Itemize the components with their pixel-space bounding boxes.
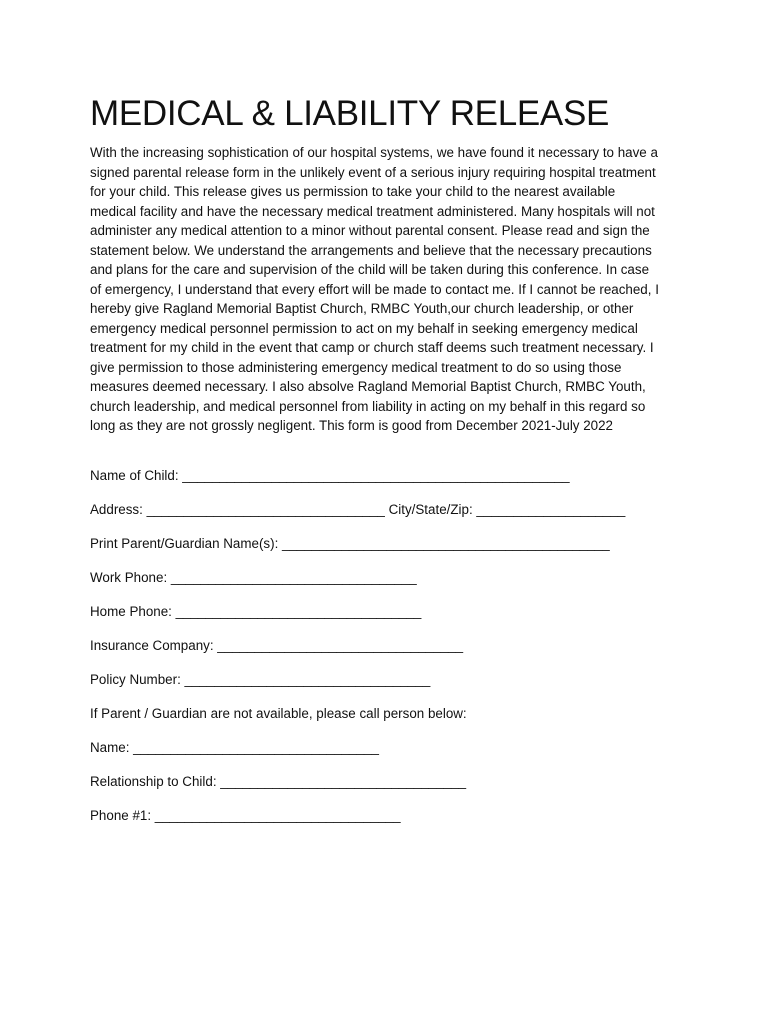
paragraph-line: of emergency, I understand that every effort will be made to contact me. If I cannot be reached, I <box>90 281 659 297</box>
phone-1-field[interactable]: Phone #1: _________________________________ <box>90 808 401 823</box>
paragraph-line: statement below. We understand the arrangements and believe that the necessary precautions <box>90 242 652 258</box>
policy-number-field[interactable]: Policy Number: _________________________________ <box>90 672 431 687</box>
parent-name-field[interactable]: Print Parent/Guardian Name(s): ____________________________________________ <box>90 536 610 551</box>
alt-contact-name-field[interactable]: Name: _________________________________ <box>90 740 379 755</box>
paragraph-line: and plans for the care and supervision of the child will be taken during this conference. In case <box>90 262 650 277</box>
paragraph-line: for your child. This release gives us permission to take your child to the nearest available <box>90 184 616 199</box>
paragraph-line: administer any medical attention to a minor without parental consent. Please read and sign the <box>90 223 650 238</box>
release-paragraph <box>90 143 690 436</box>
paragraph-line: long as they are not grossly negligent. This form is good from December 2021-July 2022 <box>90 418 614 433</box>
paragraph-line: medical facility and have the necessary medical treatment administered. Many hospitals will not <box>90 203 655 219</box>
page-title: MEDICAL & LIABILITY RELEASE <box>90 94 610 133</box>
work-phone-field[interactable]: Work Phone: _________________________________ <box>90 570 417 585</box>
relationship-field[interactable]: Relationship to Child: _________________________________ <box>90 774 467 789</box>
paragraph-line: treatment for my child in the event that camp or church staff deems such treatment necessary. I <box>90 340 654 355</box>
address-field[interactable]: Address: ________________________________ City/State/Zip: ____________________ <box>90 502 626 517</box>
home-phone-field[interactable]: Home Phone: _________________________________ <box>90 604 422 619</box>
paragraph-line: hereby give Ragland Memorial Baptist Church, RMBC Youth,our church leadership, or other <box>90 301 634 316</box>
paragraph-line: With the increasing sophistication of our hospital systems, we have found it necessary to have a <box>90 145 658 160</box>
paragraph-line: give permission to those administering emergency medical treatment to do so using those <box>90 359 622 375</box>
paragraph-line: signed parental release form in the unlikely event of a serious injury requiring hospital treatment <box>90 164 656 180</box>
form-fields <box>90 466 730 840</box>
alt-contact-note: If Parent / Guardian are not available, please call person below: <box>90 706 467 721</box>
insurance-company-field[interactable]: Insurance Company: _________________________________ <box>90 638 464 653</box>
paragraph-line: emergency medical personnel permission to act on my behalf in seeking emergency medical <box>90 320 638 336</box>
paragraph-line: church leadership, and medical personnel from liability in acting on my behalf in this regard so <box>90 398 646 414</box>
child-name-field[interactable]: Name of Child: ____________________________________________________ <box>90 468 570 483</box>
paragraph-line: measures deemed necessary. I also absolve Ragland Memorial Baptist Church, RMBC Youth, <box>90 379 646 394</box>
